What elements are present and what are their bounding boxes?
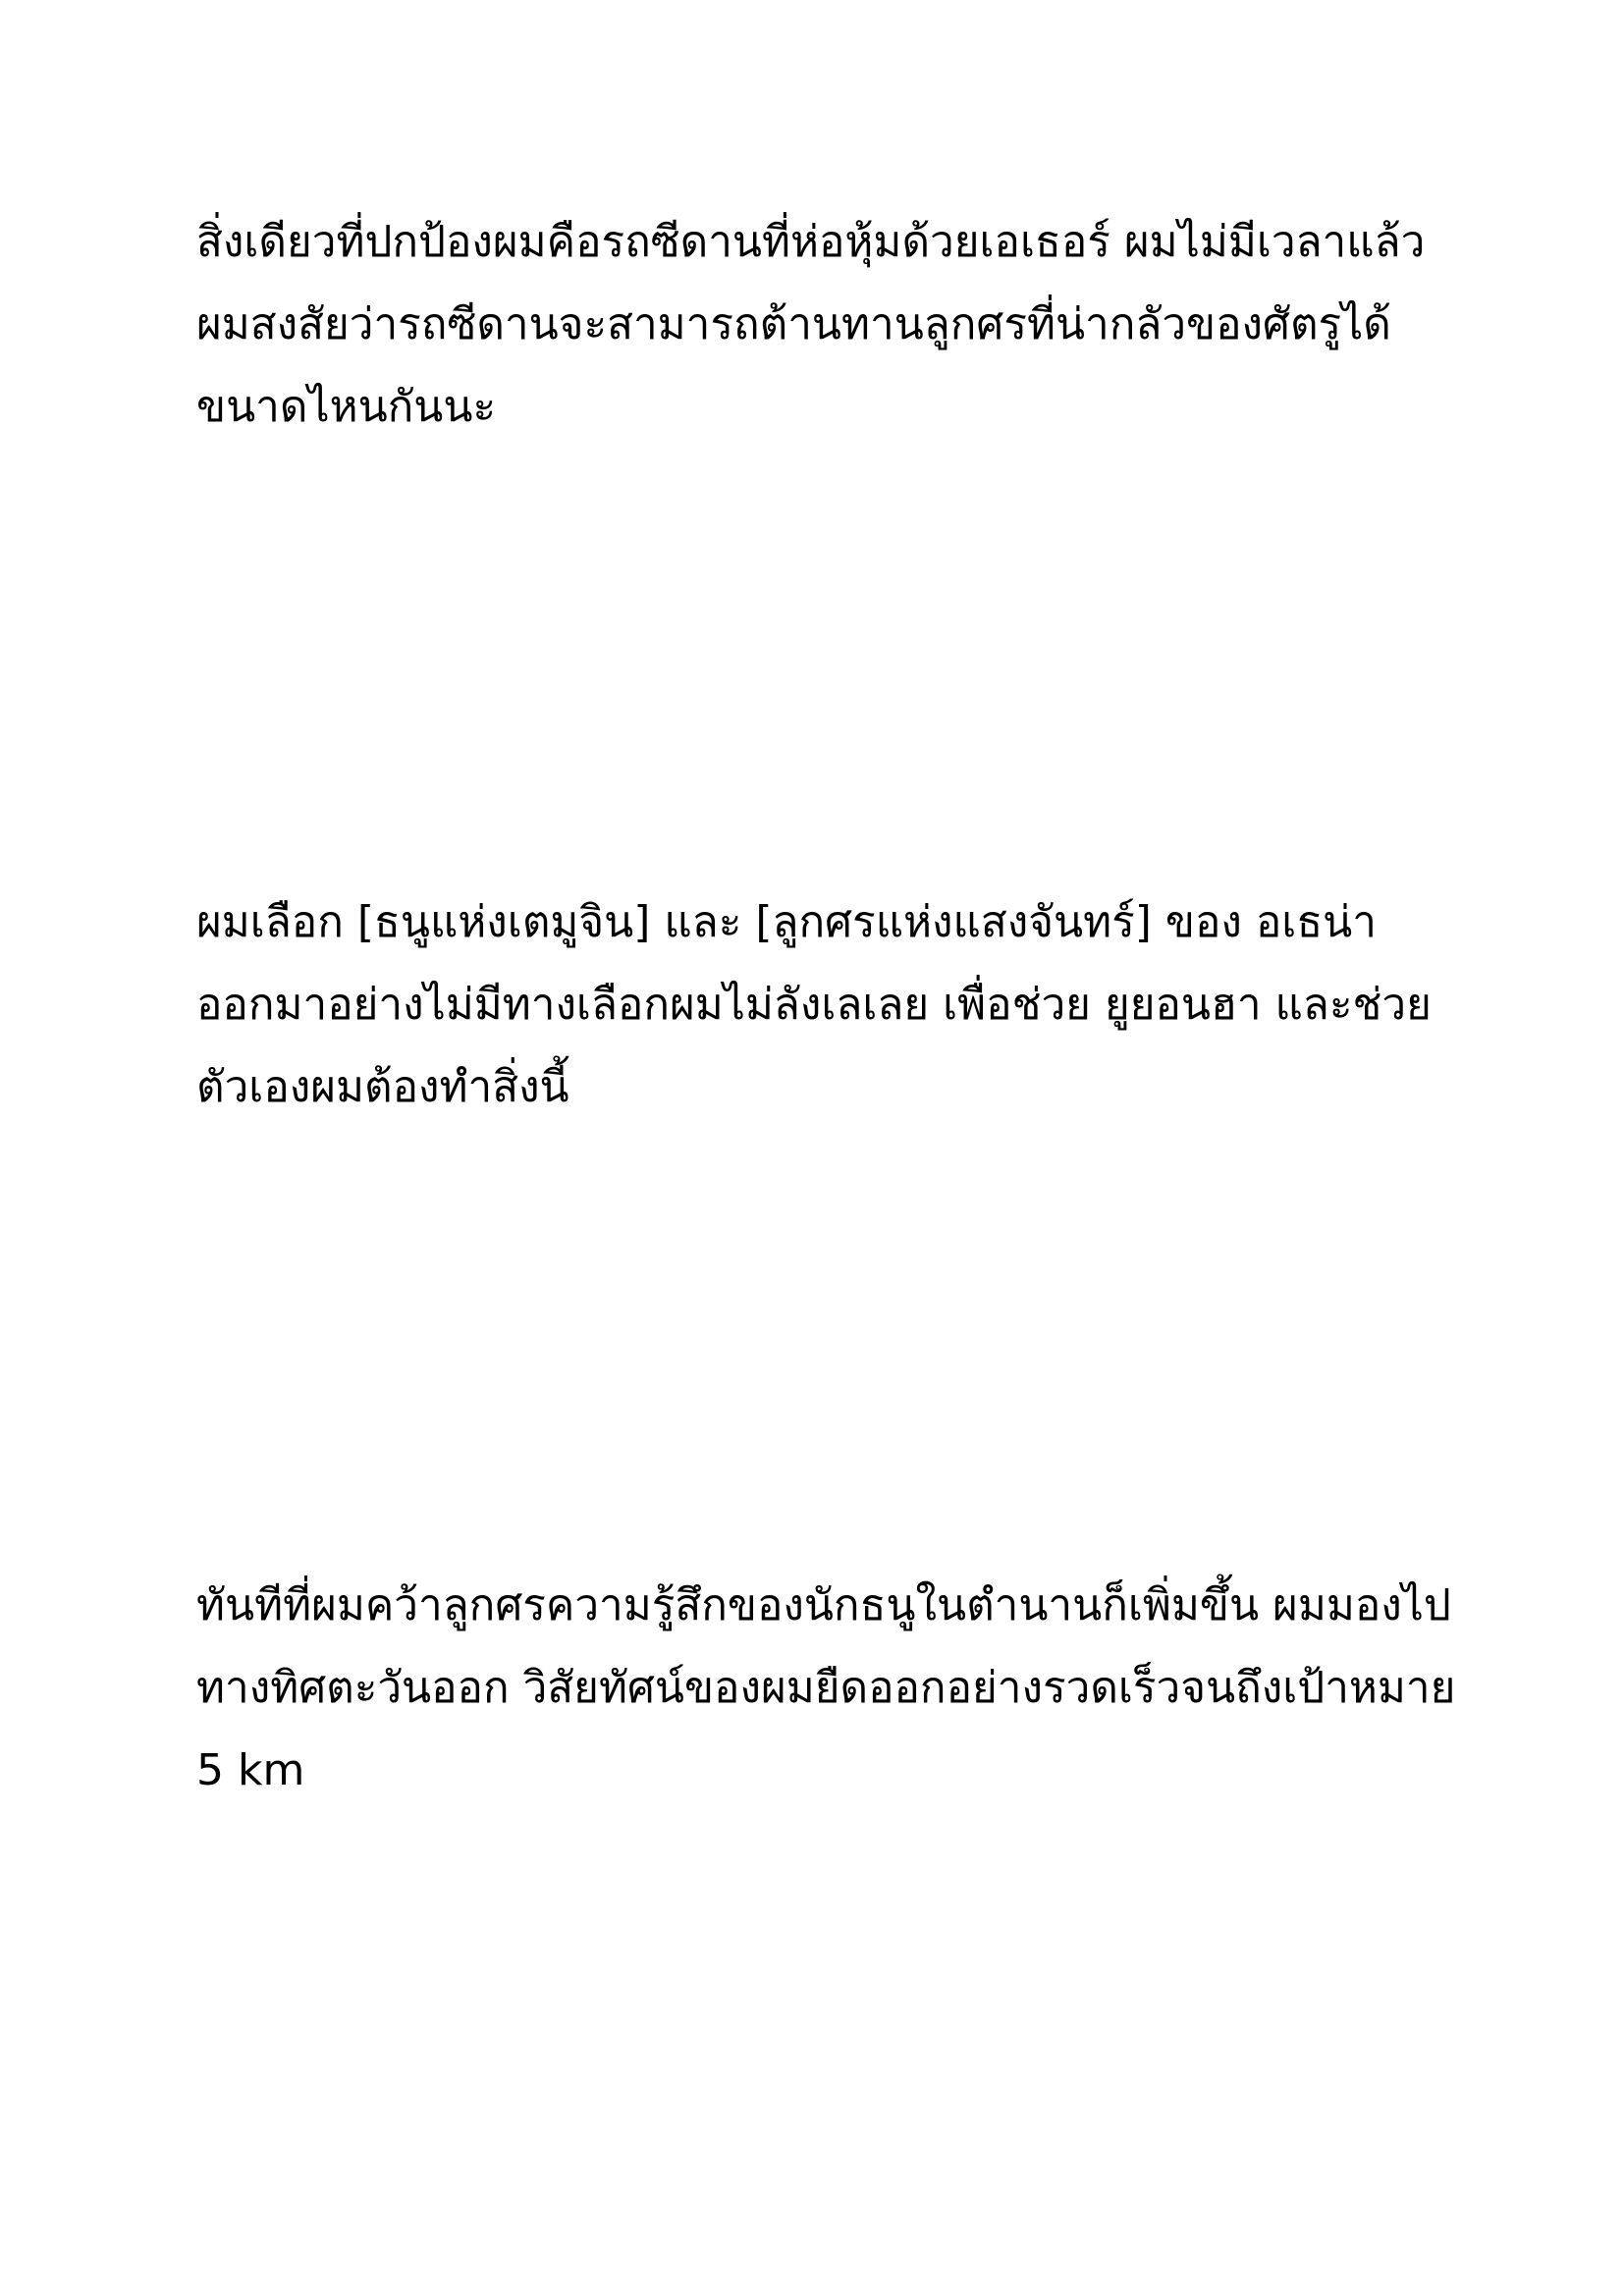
paragraph-line: ผมสงสัยว่ารถซีดานจะสามารถต้านทานลูกศรที่น่ากลัวของศัตรูได้ (196, 299, 1391, 349)
paragraph-line: ขนาดไหนกันนะ (196, 382, 497, 432)
paragraph-line: 5 km (196, 1745, 305, 1795)
paragraph-3 (196, 1565, 1473, 1812)
paragraph-line: ทันทีที่ผมคว้าลูกศรความรู้สึกของนักธนูในตำนานก็เพิ่มขึ้น ผมมองไป (196, 1580, 1451, 1630)
paragraph-1 (196, 201, 1473, 449)
paragraph-line: ออกมาอย่างไม่มีทางเลือกผมไม่ลังเลเลย เพื่อช่วย ยูยอนฮา และช่วย (196, 980, 1432, 1030)
paragraph-line: สิ่งเดียวที่ปกป้องผมคือรถซีดานที่ห่อหุ้มด้วยเอเธอร์ ผมไม่มีเวลาแล้ว (196, 217, 1426, 267)
paragraph-line: ผมเลือก [ธนูแห่งเตมูจิน] และ [ลูกศรแห่งแสงจันทร์] ของ อเธน่า (196, 897, 1377, 947)
paragraph-2 (196, 881, 1473, 1129)
paragraph-line: ตัวเองผมต้องทำสิ่งนี้ (196, 1062, 569, 1112)
paragraph-line: ทางทิศตะวันออก วิสัยทัศน์ของผมยืดออกอย่างรวดเร็วจนถึงเป้าหมาย (196, 1663, 1456, 1713)
